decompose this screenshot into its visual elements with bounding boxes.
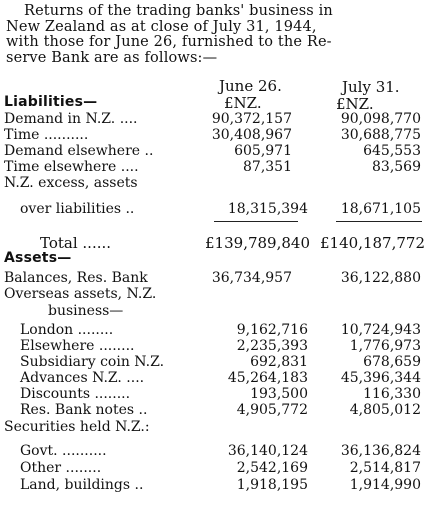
column-unit-june: £NZ. <box>224 94 262 112</box>
row-value-june: 9,162,716 <box>236 322 308 338</box>
row-value-july: 90,098,770 <box>340 111 421 127</box>
table-row <box>20 370 426 386</box>
row-value-july: 1,776,973 <box>349 338 421 354</box>
table-row <box>48 303 426 319</box>
intro-line: New Zealand as at close of July 31, 1944, <box>6 18 317 35</box>
row-value-june: 193,500 <box>250 386 308 402</box>
total-value-june: £139,789,840 <box>205 234 310 252</box>
row-value-june: 30,408,967 <box>211 127 292 143</box>
table-row <box>20 443 426 459</box>
column-header-june: June 26. <box>219 77 282 95</box>
row-value-june: 4,905,772 <box>236 402 308 418</box>
table-row <box>20 354 426 370</box>
row-value-june: 692,831 <box>250 354 308 370</box>
total-value-july: £140,187,772 <box>320 234 425 252</box>
row-value-june: 36,140,124 <box>227 443 308 459</box>
column-unit-july: £NZ. <box>336 95 374 113</box>
intro-line: Returns of the trading banks' business in <box>24 3 333 19</box>
row-label: Overseas assets, N.Z. <box>4 286 157 302</box>
row-label: Res. Bank notes .. <box>20 402 148 418</box>
row-label: Demand elsewhere .. <box>4 143 154 159</box>
table-row <box>20 386 426 402</box>
table-row <box>4 419 426 435</box>
total-label: Total ...... <box>40 234 112 252</box>
row-label: London ........ <box>20 322 114 338</box>
row-value-july: 45,396,344 <box>340 370 421 386</box>
table-row <box>20 322 426 338</box>
table-row <box>4 111 426 127</box>
row-value-july: 4,805,012 <box>349 402 421 418</box>
table-row <box>20 402 426 418</box>
table-row <box>4 270 426 286</box>
row-value-july: 83,569 <box>372 159 421 175</box>
intro-line: with those for June 26, furnished to the Re- <box>6 34 332 50</box>
row-label: Elsewhere ........ <box>20 338 135 354</box>
row-label: Discounts ........ <box>20 386 131 402</box>
table-row <box>20 460 426 476</box>
row-value-july: 2,514,817 <box>349 460 421 476</box>
intro-line: serve Bank are as follows:— <box>6 49 218 66</box>
row-value-july: 645,553 <box>363 143 421 159</box>
row-label: Balances, Res. Bank <box>4 270 148 286</box>
row-value-june: 1,918,195 <box>236 477 308 493</box>
column-rule-july <box>336 221 422 222</box>
row-label: Subsidiary coin N.Z. <box>20 354 165 370</box>
row-label: Govt. .......... <box>20 443 107 459</box>
row-value-june: 18,315,394 <box>227 201 308 217</box>
table-row <box>20 201 426 217</box>
row-value-june: 45,264,183 <box>227 370 308 386</box>
column-header-july: July 31. <box>342 78 400 96</box>
row-label: Other ........ <box>20 460 102 476</box>
row-value-july: 116,330 <box>363 386 421 402</box>
assets-heading: Assets— <box>4 250 72 266</box>
table-row <box>4 127 426 143</box>
row-value-july: 30,688,775 <box>340 127 421 143</box>
column-rule-june <box>214 221 298 222</box>
row-label: business— <box>48 303 124 319</box>
row-value-july: 18,671,105 <box>340 201 421 217</box>
table-row <box>20 338 426 354</box>
row-value-july: 36,136,824 <box>340 443 421 459</box>
row-value-june: 87,351 <box>243 159 292 175</box>
row-label: Land, buildings .. <box>20 477 144 493</box>
intro-paragraph <box>6 4 424 66</box>
table-row <box>4 143 426 159</box>
row-value-june: 2,542,169 <box>236 460 308 476</box>
row-label: Advances N.Z. .... <box>20 370 145 386</box>
row-label: Demand in N.Z. .... <box>4 111 138 127</box>
row-value-june: 605,971 <box>234 143 292 159</box>
row-value-july: 678,659 <box>363 354 421 370</box>
row-label: Securities held N.Z.: <box>4 419 150 435</box>
row-label: Time .......... <box>4 127 89 143</box>
row-label: N.Z. excess, assets <box>4 175 138 191</box>
table-row <box>4 286 426 302</box>
table-row <box>20 477 426 493</box>
row-value-june: 90,372,157 <box>211 111 292 127</box>
row-value-june: 2,235,393 <box>236 338 308 354</box>
row-value-july: 1,914,990 <box>349 477 421 493</box>
liabilities-heading: Liabilities— <box>4 94 98 110</box>
row-value-july: 36,122,880 <box>340 270 421 286</box>
row-value-june: 36,734,957 <box>211 270 292 286</box>
row-value-july: 10,724,943 <box>340 322 421 338</box>
total-row <box>4 235 426 251</box>
row-label: Time elsewhere .... <box>4 159 139 175</box>
table-row <box>4 175 426 191</box>
row-label: over liabilities .. <box>20 201 135 217</box>
table-row <box>4 159 426 175</box>
